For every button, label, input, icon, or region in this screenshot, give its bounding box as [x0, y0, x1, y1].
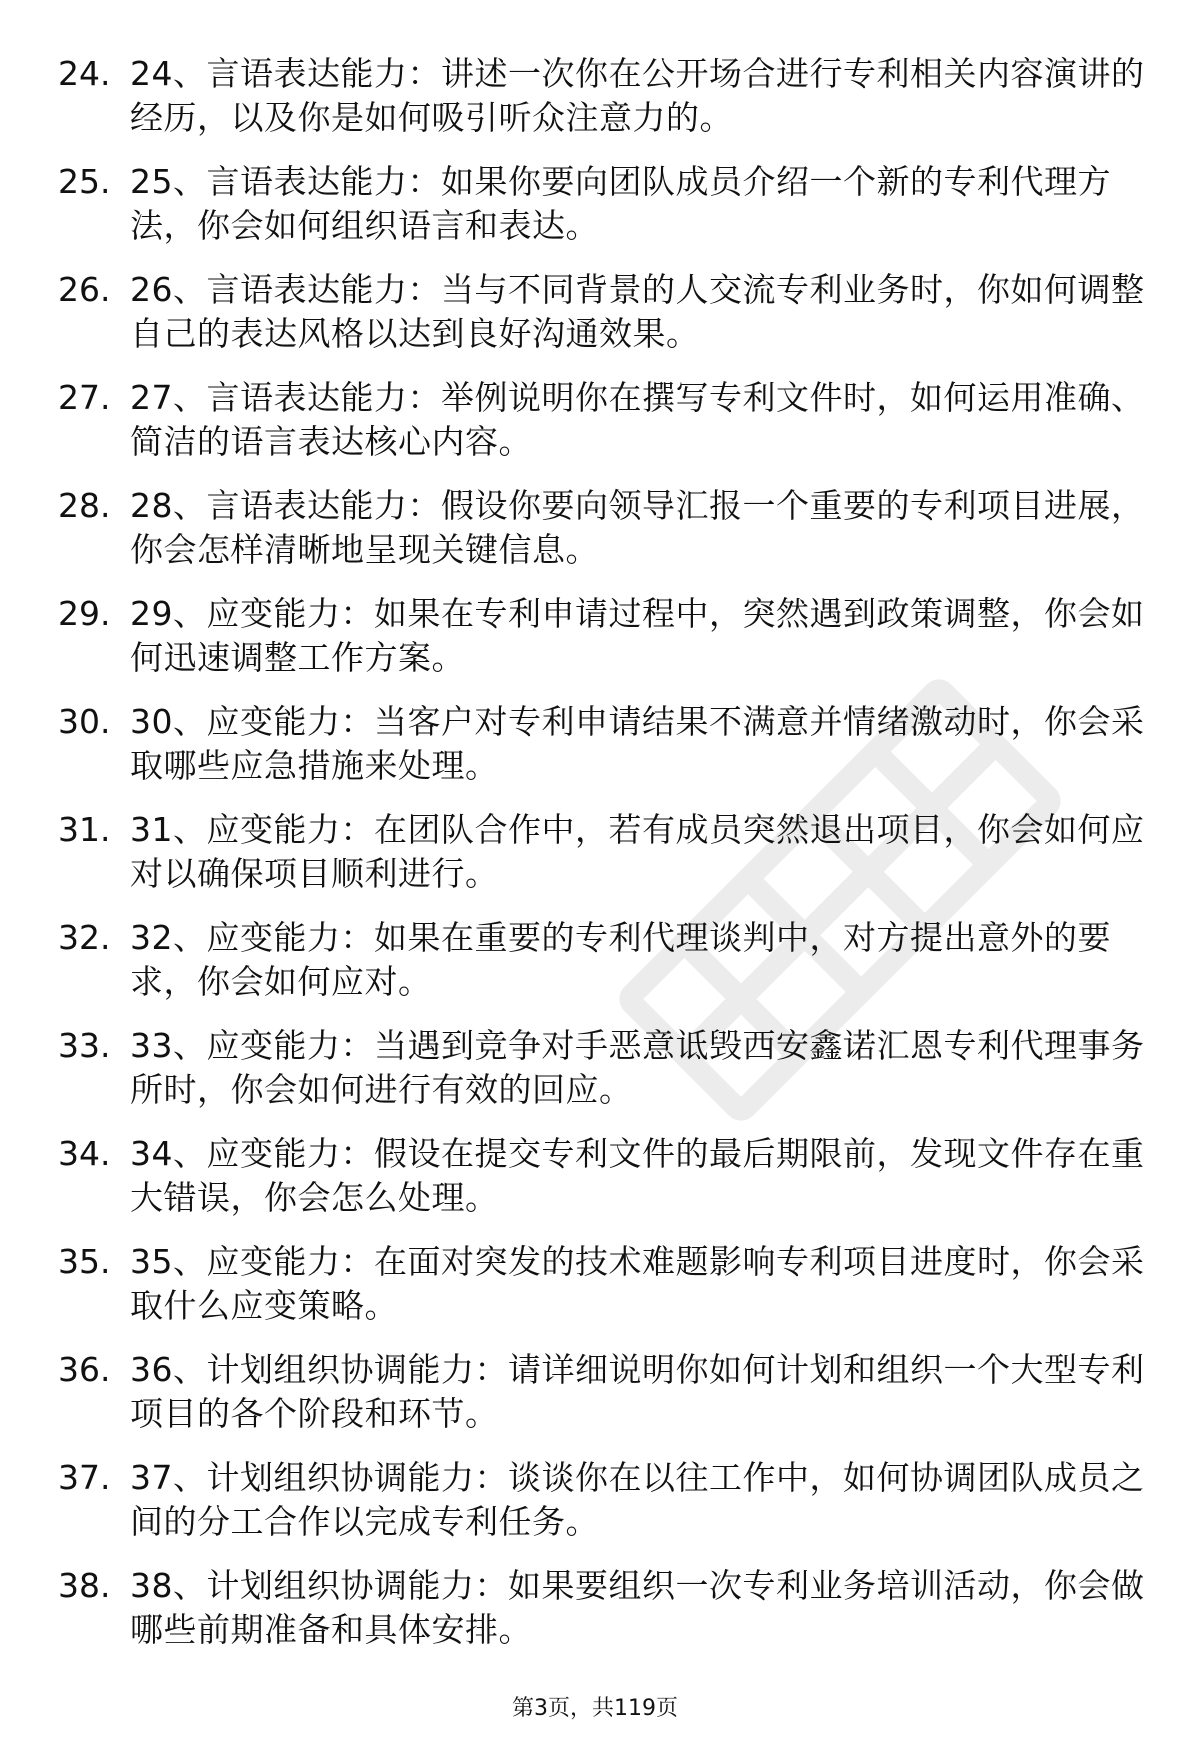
question-item: [58, 268, 1148, 376]
question-number: 37.: [58, 1458, 111, 1497]
question-text: 30、应变能力：当客户对专利申请结果不满意并情绪激动时，你会采取哪些应急措施来处理。: [130, 702, 1145, 785]
question-item: [58, 160, 1148, 268]
question-item: [58, 1132, 1148, 1240]
question-item: [58, 484, 1148, 592]
question-number: 32.: [58, 918, 111, 957]
page-number-label: 第3页，共119页: [512, 1696, 678, 1721]
question-item: [58, 808, 1148, 916]
question-text: 28、言语表达能力：假设你要向领导汇报一个重要的专利项目进展，你会怎样清晰地呈现关键信息。: [130, 486, 1145, 569]
question-text: 36、计划组织协调能力：请详细说明你如何计划和组织一个大型专利项目的各个阶段和环节。: [130, 1350, 1145, 1433]
question-text: 37、计划组织协调能力：谈谈你在以往工作中，如何协调团队成员之间的分工合作以完成专利任务。: [130, 1458, 1145, 1541]
question-number: 36.: [58, 1350, 111, 1389]
question-number: 38.: [58, 1566, 111, 1605]
question-item: [58, 1348, 1148, 1456]
question-number: 25.: [58, 162, 111, 201]
question-number: 35.: [58, 1242, 111, 1281]
question-text: 26、言语表达能力：当与不同背景的人交流专利业务时，你如何调整自己的表达风格以达到良好沟通效果。: [130, 270, 1145, 353]
question-text: 38、计划组织协调能力：如果要组织一次专利业务培训活动，你会做哪些前期准备和具体安排。: [130, 1566, 1145, 1649]
question-number: 30.: [58, 702, 111, 741]
question-number: 27.: [58, 378, 111, 417]
question-number: 24.: [58, 54, 111, 93]
question-item: [58, 1240, 1148, 1348]
question-number: 28.: [58, 486, 111, 525]
question-text: 35、应变能力：在面对突发的技术难题影响专利项目进度时，你会采取什么应变策略。: [130, 1242, 1145, 1325]
question-number: 29.: [58, 594, 111, 633]
question-text: 32、应变能力：如果在重要的专利代理谈判中，对方提出意外的要求，你会如何应对。: [130, 918, 1111, 1001]
question-number: 26.: [58, 270, 111, 309]
question-item: [58, 1024, 1148, 1132]
question-list: [58, 52, 1148, 1672]
question-number: 34.: [58, 1134, 111, 1173]
question-text: 25、言语表达能力：如果你要向团队成员介绍一个新的专利代理方法，你会如何组织语言和表达。: [130, 162, 1111, 245]
question-item: [58, 1456, 1148, 1564]
question-number: 31.: [58, 810, 111, 849]
question-item: [58, 52, 1148, 160]
question-text: 31、应变能力：在团队合作中，若有成员突然退出项目，你会如何应对以确保项目顺利进行。: [130, 810, 1145, 893]
question-number: 33.: [58, 1026, 111, 1065]
question-text: 34、应变能力：假设在提交专利文件的最后期限前，发现文件存在重大错误，你会怎么处理。: [130, 1134, 1145, 1217]
question-text: 29、应变能力：如果在专利申请过程中，突然遇到政策调整，你会如何迅速调整工作方案。: [130, 594, 1145, 677]
question-item: [58, 376, 1148, 484]
question-text: 24、言语表达能力：讲述一次你在公开场合进行专利相关内容演讲的经历，以及你是如何吸引听众注意力的。: [130, 54, 1145, 137]
question-item: [58, 700, 1148, 808]
question-item: [58, 916, 1148, 1024]
page-footer: [0, 1694, 1190, 1724]
question-item: [58, 592, 1148, 700]
question-text: 33、应变能力：当遇到竞争对手恶意诋毁西安鑫诺汇恩专利代理事务所时，你会如何进行有效的回应。: [130, 1026, 1145, 1109]
question-text: 27、言语表达能力：举例说明你在撰写专利文件时，如何运用准确、简洁的语言表达核心内容。: [130, 378, 1145, 461]
question-item: [58, 1564, 1148, 1672]
